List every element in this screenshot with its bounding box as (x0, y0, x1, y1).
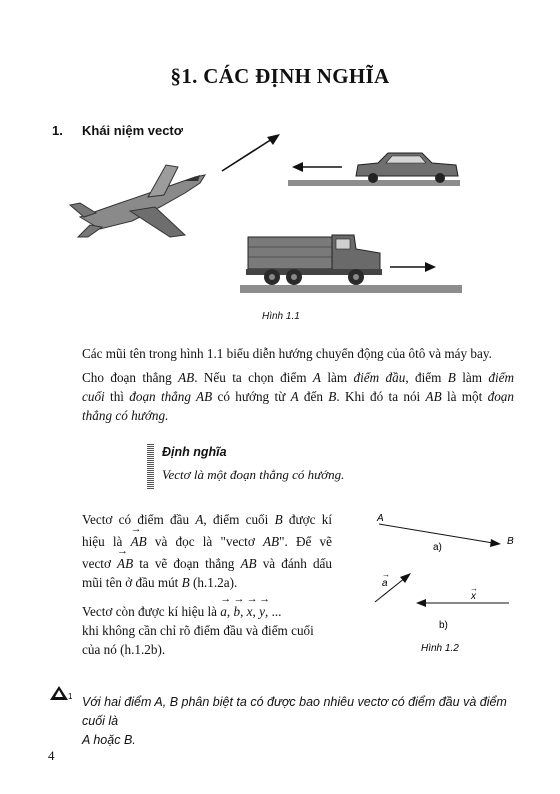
page-number: 4 (48, 748, 55, 763)
point-b-label: B (507, 536, 514, 547)
vector-a-arrow-mark: → (382, 570, 390, 579)
vector-a-symbol: → a (220, 602, 227, 621)
paragraph-motion-arrows: Các mũi tên trong hình 1.1 biểu diễn hướng chuyển động của ôtô và máy bay. (82, 346, 492, 361)
activity-question: Với hai điểm A, B phân biệt ta có được bao nhiêu vectơ có điểm đầu và điểm cuối là A hoặc B. (82, 695, 507, 747)
truck-image (246, 235, 382, 285)
figure-1-2-diagram (355, 506, 535, 656)
paragraph-vector-notation: Vectơ có điểm đầu A, điểm cuối B được kí hiệu là → AB và đọc là "vectơ AB". Để vẽ vectơ → AB ta vẽ đoạn thẳng AB và đánh dấu mũi tên ở đầu mút B (h.1.2a). (82, 510, 332, 592)
heading-text: Khái niệm vectơ (82, 123, 183, 138)
paragraph-lowercase-vectors: Vectơ còn được kí hiệu là → a, → b, → x, → y, ... khi không cần chỉ rõ điểm đầu và điểm cuối của nó (h.1.2b). (82, 600, 332, 659)
truck-direction-arrow (390, 262, 436, 272)
vector-a-diagram (375, 570, 411, 602)
definition-title: Định nghĩa (162, 445, 227, 459)
vector-y-symbol: → y (259, 602, 265, 621)
figure-1-2-caption: Hình 1.2 (421, 643, 459, 654)
figure-1-1-illustration (60, 125, 480, 305)
car-direction-arrow (292, 162, 342, 172)
vector-x-label: x (471, 591, 476, 602)
activity-triangle-icon (48, 684, 76, 702)
part-b-label: b) (439, 620, 448, 631)
airplane-direction-arrow (222, 134, 280, 171)
vector-ab-diagram (376, 513, 514, 553)
paragraph-directed-segment: Cho đoạn thẳng AB. Nếu ta chọn điểm A làm điểm đầu, điểm B làm điểm cuối thì đoạn thẳng AB có hướng từ A đến B. Khi đó ta nói AB là một đoạn thẳng có hướng. (82, 370, 515, 423)
definition-text: Vectơ là một đoạn thẳng có hướng. (162, 467, 345, 482)
figure-1-1-caption: Hình 1.1 (262, 311, 300, 322)
vector-x-diagram (416, 584, 509, 607)
vector-b-symbol: → b (233, 602, 240, 621)
vector-a-label: a (382, 578, 388, 589)
vector-x-arrow-mark: → (470, 584, 478, 593)
truck-road (240, 285, 462, 293)
airplane-image (70, 165, 205, 237)
vector-ab-symbol: → AB (117, 554, 133, 573)
heading-number: 1. (52, 123, 63, 138)
section-title: §1. CÁC ĐỊNH NGHĨA (170, 64, 390, 88)
vector-ab-symbol: → AB (131, 532, 147, 551)
part-a-label: a) (433, 542, 442, 553)
vector-x-symbol: → x (247, 602, 253, 621)
point-a-label: A (377, 513, 384, 524)
definition-marker-bar (147, 443, 154, 489)
car-image (356, 153, 458, 183)
activity-number: 1 (68, 692, 73, 701)
